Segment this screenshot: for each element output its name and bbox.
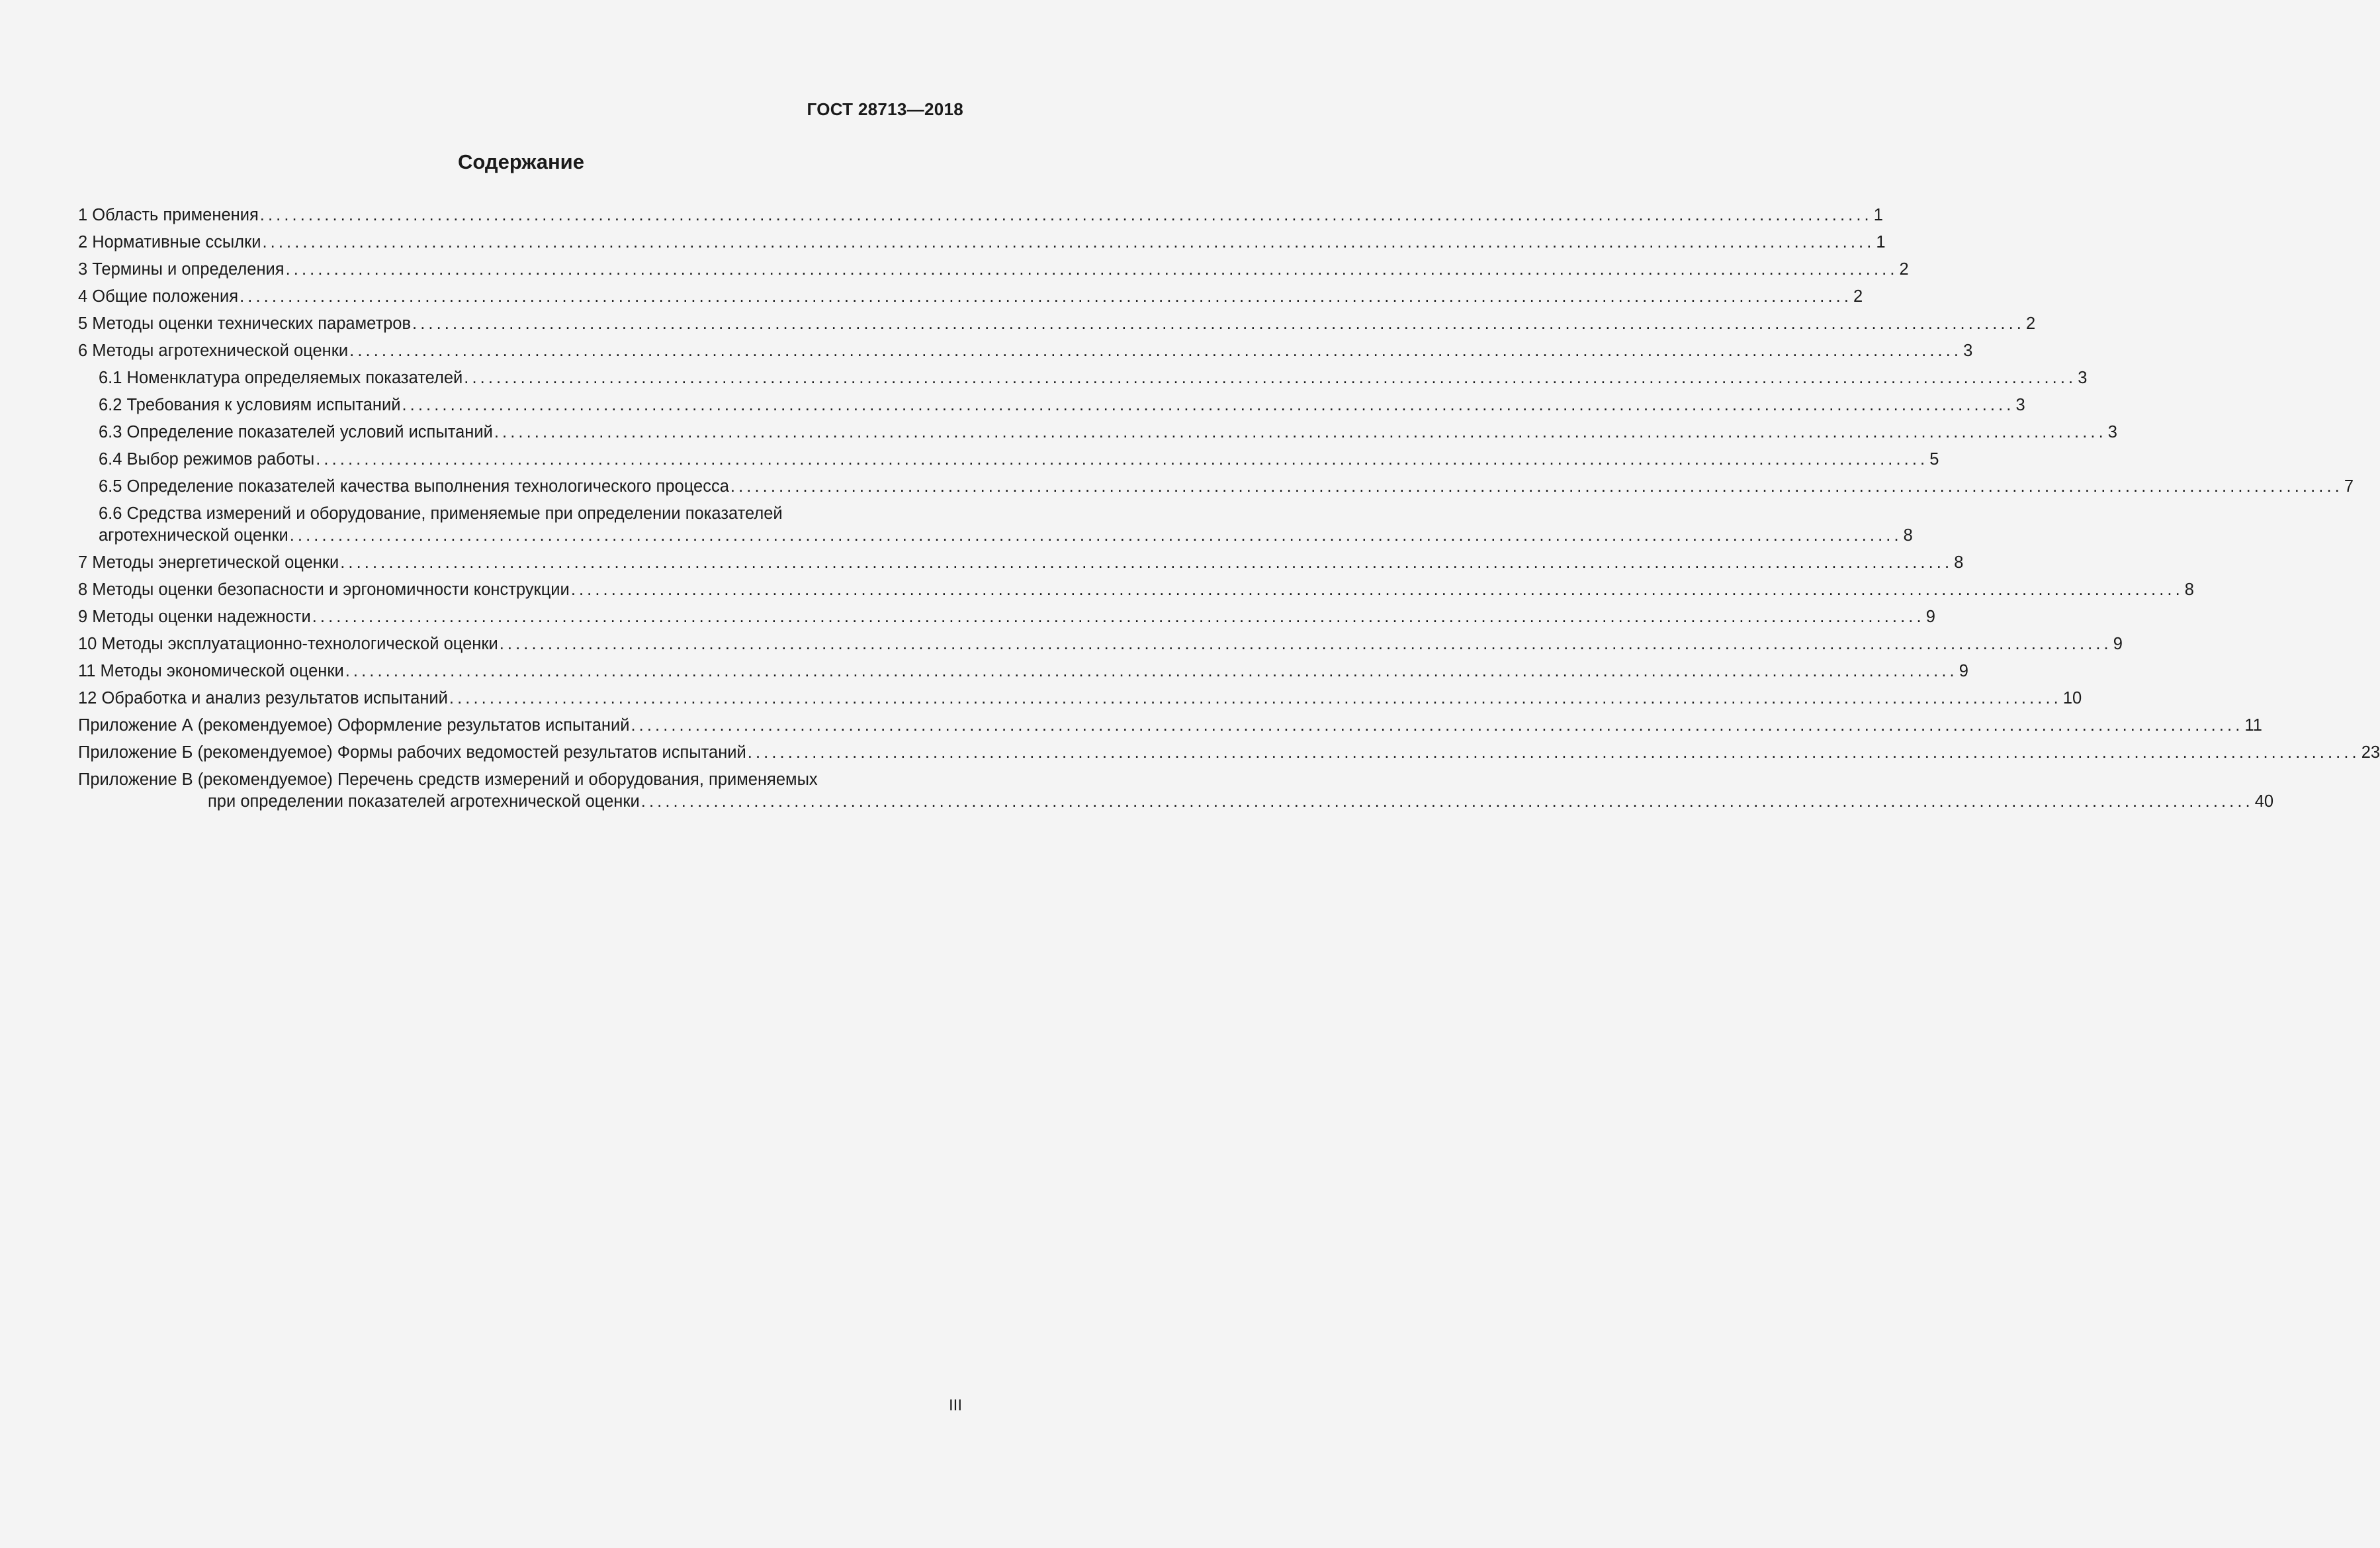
toc-leader-dots: ........................................................................................................................................................................................................ <box>345 662 1958 680</box>
toc-entry-label: 6.4 Выбор режимов работы <box>99 450 315 469</box>
toc-entry-page: 9 <box>2113 635 2123 653</box>
toc-entry-page: 8 <box>1903 526 1913 545</box>
toc-entry-page: 3 <box>2015 396 2025 414</box>
toc-entry-label: 11 Методы экономической оценки <box>78 662 344 680</box>
toc-leader-dots: ........................................................................................................................................................................................................ <box>289 526 1902 545</box>
toc-entry-page: 9 <box>1925 608 1935 626</box>
toc-entry-label: 10 Методы эксплуатационно-технологической оценки <box>78 635 498 653</box>
toc-entry-page: 11 <box>2244 716 2262 735</box>
toc-leader-dots: ........................................................................................................................................................................................................ <box>494 423 2107 441</box>
toc-entry-8[interactable] <box>78 574 2194 601</box>
document-code: ГОСТ 28713—2018 <box>807 99 963 119</box>
toc-entry-label: при определении показателей агротехнической оценки <box>208 792 640 811</box>
toc-entry-page: 7 <box>2344 477 2354 496</box>
toc-entry-3[interactable] <box>78 253 1909 281</box>
table-of-contents <box>78 199 2380 813</box>
toc-entry-page: 5 <box>1929 450 1939 469</box>
toc-entry-label: 1 Область применения <box>78 206 259 224</box>
toc-leader-dots: ........................................................................................................................................................................................................ <box>259 206 1873 224</box>
toc-entry-page: 8 <box>1954 553 1964 572</box>
toc-entry-6-3[interactable] <box>78 416 2117 443</box>
toc-entry-label: 2 Нормативные ссылки <box>78 233 261 251</box>
toc-leader-dots: ........................................................................................................................................................................................................ <box>262 233 1875 251</box>
toc-entry-label: 5 Методы оценки технических параметров <box>78 314 412 333</box>
toc-entry-page: 3 <box>1963 341 1973 360</box>
toc-leader-dots: ........................................................................................................................................................................................................ <box>340 553 1953 572</box>
toc-entry-6-2[interactable] <box>78 389 2025 416</box>
toc-entry-4[interactable] <box>78 281 1863 308</box>
toc-leader-dots: ........................................................................................................................................................................................................ <box>312 608 1925 626</box>
toc-entry-appendix-b[interactable] <box>78 737 2380 764</box>
toc-leader-dots: ........................................................................................................................................................................................................ <box>747 743 2360 762</box>
toc-entry-6-5[interactable] <box>78 471 2354 498</box>
toc-entry-label: 4 Общие положения <box>78 287 239 306</box>
toc-leader-dots: ........................................................................................................................................................................................................ <box>730 477 2343 496</box>
toc-entry-page: 1 <box>1876 233 1886 251</box>
toc-leader-dots: ........................................................................................................................................................................................................ <box>464 369 2077 387</box>
toc-leader-dots: ........................................................................................................................................................................................................ <box>349 341 1962 360</box>
toc-leader-dots: ........................................................................................................................................................................................................ <box>240 287 1853 306</box>
toc-entry-label: 6 Методы агротехнической оценки <box>78 341 349 360</box>
toc-entry-label-line1: 6.6 Средства измерений и оборудование, применяемые при определении показателей <box>99 504 783 523</box>
toc-entry-6-1[interactable] <box>78 362 2088 389</box>
toc-entry-label: 6.1 Номенклатура определяемых показателей <box>99 369 463 387</box>
toc-leader-dots: ........................................................................................................................................................................................................ <box>499 635 2112 653</box>
toc-leader-dots: ........................................................................................................................................................................................................ <box>316 450 1929 469</box>
toc-entry-label: 9 Методы оценки надежности <box>78 608 311 626</box>
toc-entry-page: 9 <box>1959 662 1968 680</box>
toc-entry-7[interactable] <box>78 547 1964 574</box>
toc-entry-appendix-v[interactable] <box>78 764 2274 813</box>
toc-entry-6[interactable] <box>78 335 1973 362</box>
toc-title: Содержание <box>458 150 584 173</box>
toc-entry-label: Приложение Б (рекомендуемое) Формы рабочих ведомостей результатов испытаний <box>78 743 746 762</box>
toc-entry-label: Приложение А (рекомендуемое) Оформление результатов испытаний <box>78 716 630 735</box>
toc-entry-page: 2 <box>2026 314 2036 333</box>
toc-leader-dots: ........................................................................................................................................................................................................ <box>640 792 2254 811</box>
toc-entry-page: 8 <box>2184 580 2194 599</box>
toc-entry-page: 2 <box>1899 260 1909 279</box>
toc-entry-page: 3 <box>2078 369 2088 387</box>
toc-entry-10[interactable] <box>78 628 2123 655</box>
toc-entry-label: 6.5 Определение показателей качества выполнения технологического процесса <box>99 477 729 496</box>
toc-entry-6-4[interactable] <box>78 443 1939 471</box>
toc-leader-dots: ........................................................................................................................................................................................................ <box>570 580 2183 599</box>
toc-entry-label: 3 Термины и определения <box>78 260 285 279</box>
toc-entry-label: 6.3 Определение показателей условий испытаний <box>99 423 493 441</box>
toc-leader-dots: ........................................................................................................................................................................................................ <box>449 689 2062 707</box>
toc-entry-page: 3 <box>2107 423 2117 441</box>
toc-entry-page: 40 <box>2254 792 2274 811</box>
toc-leader-dots: ........................................................................................................................................................................................................ <box>285 260 1898 279</box>
toc-entry-page: 2 <box>1853 287 1863 306</box>
toc-entry-9[interactable] <box>78 601 1935 628</box>
toc-entry-5[interactable] <box>78 308 2036 335</box>
toc-leader-dots: ........................................................................................................................................................................................................ <box>402 396 2015 414</box>
toc-entry-page: 10 <box>2062 689 2082 707</box>
toc-leader-dots: ........................................................................................................................................................................................................ <box>631 716 2244 735</box>
toc-entry-label: 8 Методы оценки безопасности и эргономичности конструкции <box>78 580 570 599</box>
toc-entry-2[interactable] <box>78 226 1886 253</box>
toc-entry-label: 6.2 Требования к условиям испытаний <box>99 396 401 414</box>
toc-entry-label: 12 Обработка и анализ результатов испытаний <box>78 689 448 707</box>
toc-entry-page: 23 <box>2361 743 2380 762</box>
page-number: III <box>948 1396 962 1414</box>
toc-entry-label: 7 Методы энергетической оценки <box>78 553 339 572</box>
toc-entry-label-line1: Приложение В (рекомендуемое) Перечень средств измерений и оборудования, применяемых <box>78 770 818 789</box>
toc-entry-1[interactable] <box>78 199 1883 226</box>
toc-entry-label: агротехнической оценки <box>99 526 288 545</box>
toc-entry-page: 1 <box>1873 206 1883 224</box>
toc-entry-12[interactable] <box>78 682 2082 709</box>
toc-entry-appendix-a[interactable] <box>78 709 2262 737</box>
toc-leader-dots: ........................................................................................................................................................................................................ <box>412 314 2025 333</box>
toc-entry-6-6[interactable] <box>78 498 1913 547</box>
toc-entry-11[interactable] <box>78 655 1968 682</box>
